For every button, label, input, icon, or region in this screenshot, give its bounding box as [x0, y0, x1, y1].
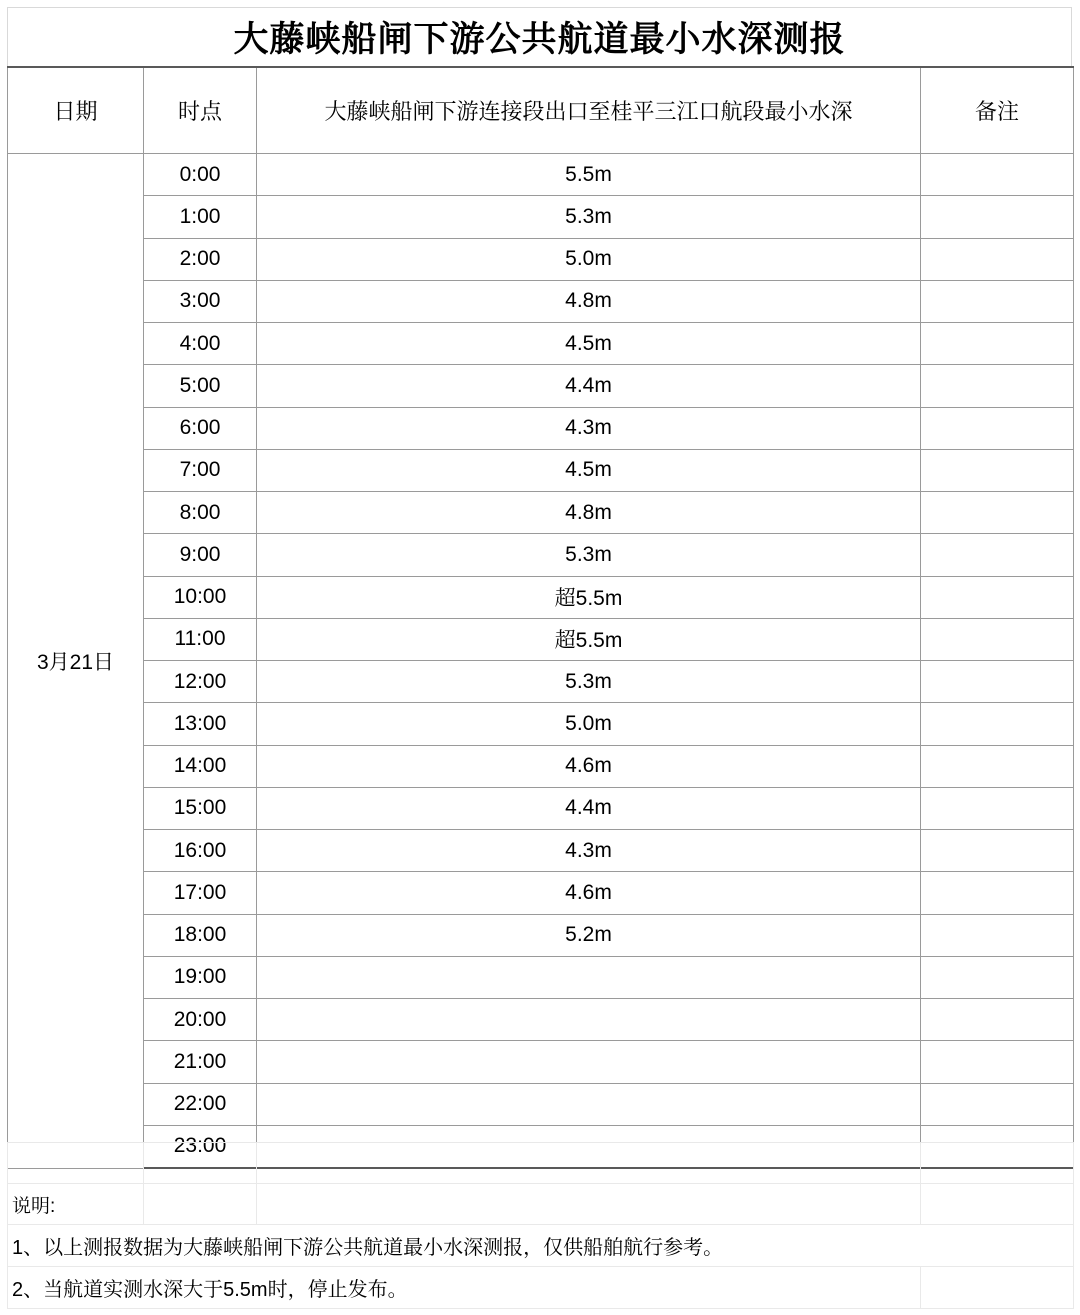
depth-cell: 4.3m: [257, 407, 921, 449]
remark-cell: [921, 238, 1074, 280]
table-row: [8, 661, 1074, 703]
time-cell: 23:00: [144, 1125, 257, 1168]
remark-cell: [921, 449, 1074, 491]
depth-cell: 4.8m: [257, 280, 921, 322]
header-date-cell: 日期: [8, 67, 144, 154]
note-2: 2、当航道实测水深大于5.5m时，停止发布。: [8, 1267, 921, 1309]
depth-cell: 4.4m: [257, 787, 921, 829]
table-header-row: [8, 67, 1074, 154]
time-cell: 4:00: [144, 323, 257, 365]
time-cell: 20:00: [144, 999, 257, 1041]
time-cell: 0:00: [144, 154, 257, 196]
depth-cell: 4.3m: [257, 830, 921, 872]
depth-cell: 5.3m: [257, 196, 921, 238]
time-cell: 1:00: [144, 196, 257, 238]
header-depth-cell: 大藤峡船闸下游连接段出口至桂平三江口航段最小水深: [257, 67, 921, 154]
table-row: [8, 914, 1074, 956]
depth-cell: [257, 956, 921, 998]
spacer-cell: [257, 1143, 921, 1184]
depth-cell: 4.5m: [257, 323, 921, 365]
depth-cell: 5.0m: [257, 238, 921, 280]
remark-cell: [921, 787, 1074, 829]
table-row: [8, 365, 1074, 407]
table-row: [8, 407, 1074, 449]
table-row: [8, 618, 1074, 660]
table-row: [8, 534, 1074, 576]
time-cell: 14:00: [144, 745, 257, 787]
depth-cell: 5.2m: [257, 914, 921, 956]
table-row: [8, 492, 1074, 534]
time-cell: 22:00: [144, 1083, 257, 1125]
notes-label-row: [8, 1184, 1074, 1225]
table-body: [8, 154, 1074, 1169]
remark-cell: [921, 1041, 1074, 1083]
note-row-1: [8, 1225, 1074, 1267]
header-time-cell: 时点: [144, 67, 257, 154]
time-cell: 7:00: [144, 449, 257, 491]
table-row: [8, 280, 1074, 322]
depth-cell: 5.0m: [257, 703, 921, 745]
spacer-cell: [257, 1184, 921, 1225]
depth-cell: 5.3m: [257, 534, 921, 576]
table-row: [8, 787, 1074, 829]
remark-cell: [921, 196, 1074, 238]
table-row: [8, 576, 1074, 618]
remark-cell: [921, 576, 1074, 618]
remark-cell: [921, 323, 1074, 365]
time-cell: 19:00: [144, 956, 257, 998]
depth-cell: 5.3m: [257, 661, 921, 703]
notes-label: 说明:: [8, 1184, 144, 1225]
spacer-cell: [144, 1143, 257, 1184]
note-remark-cell: [921, 1267, 1074, 1309]
spacer-cell: [921, 1184, 1074, 1225]
time-cell: 21:00: [144, 1041, 257, 1083]
table-row: [8, 449, 1074, 491]
time-cell: 15:00: [144, 787, 257, 829]
table-row: [8, 956, 1074, 998]
time-cell: 17:00: [144, 872, 257, 914]
depth-cell: 4.4m: [257, 365, 921, 407]
table-row: [8, 872, 1074, 914]
report-title: 大藤峡船闸下游公共航道最小水深测报: [7, 7, 1072, 66]
table-row: [8, 1041, 1074, 1083]
table-row: [8, 999, 1074, 1041]
date-cell: 3月21日: [8, 154, 144, 1169]
depth-cell: 4.6m: [257, 745, 921, 787]
depth-cell: [257, 1041, 921, 1083]
spacer-row: [8, 1143, 1074, 1184]
depth-cell: [257, 1083, 921, 1125]
remark-cell: [921, 872, 1074, 914]
remark-cell: [921, 154, 1074, 196]
table-row: [8, 323, 1074, 365]
depth-cell: 4.5m: [257, 449, 921, 491]
table-row: [8, 238, 1074, 280]
time-cell: 8:00: [144, 492, 257, 534]
table-row: [8, 154, 1074, 196]
depth-cell: 超5.5m: [257, 618, 921, 660]
remark-cell: [921, 407, 1074, 449]
remark-cell: [921, 365, 1074, 407]
time-cell: 12:00: [144, 661, 257, 703]
time-cell: 6:00: [144, 407, 257, 449]
table-row: [8, 1083, 1074, 1125]
depth-cell: 4.6m: [257, 872, 921, 914]
forecast-table: [7, 66, 1074, 1169]
remark-cell: [921, 618, 1074, 660]
time-cell: 3:00: [144, 280, 257, 322]
time-cell: 2:00: [144, 238, 257, 280]
table-row: [8, 703, 1074, 745]
time-cell: 5:00: [144, 365, 257, 407]
time-cell: 11:00: [144, 618, 257, 660]
table-row: [8, 830, 1074, 872]
table-row: [8, 745, 1074, 787]
header-remark-cell: 备注: [921, 67, 1074, 154]
spacer-cell: [8, 1143, 144, 1184]
remark-cell: [921, 830, 1074, 872]
time-cell: 9:00: [144, 534, 257, 576]
remark-cell: [921, 280, 1074, 322]
remark-cell: [921, 1083, 1074, 1125]
remark-cell: [921, 703, 1074, 745]
depth-cell: 4.8m: [257, 492, 921, 534]
depth-cell: [257, 999, 921, 1041]
remark-cell: [921, 745, 1074, 787]
spacer-cell: [144, 1184, 257, 1225]
time-cell: 16:00: [144, 830, 257, 872]
remark-cell: [921, 999, 1074, 1041]
remark-cell: [921, 492, 1074, 534]
note-row-2: [8, 1267, 1074, 1309]
time-cell: 13:00: [144, 703, 257, 745]
spacer-cell: [921, 1143, 1074, 1184]
depth-cell: 5.5m: [257, 154, 921, 196]
table-row: [8, 196, 1074, 238]
remark-cell: [921, 661, 1074, 703]
remark-cell: [921, 914, 1074, 956]
note-1: 1、以上测报数据为大藤峡船闸下游公共航道最小水深测报，仅供船舶航行参考。: [8, 1225, 1074, 1267]
time-cell: 10:00: [144, 576, 257, 618]
time-cell: 18:00: [144, 914, 257, 956]
remark-cell: [921, 534, 1074, 576]
remark-cell: [921, 956, 1074, 998]
footer-table: [7, 1142, 1074, 1309]
depth-cell: 超5.5m: [257, 576, 921, 618]
